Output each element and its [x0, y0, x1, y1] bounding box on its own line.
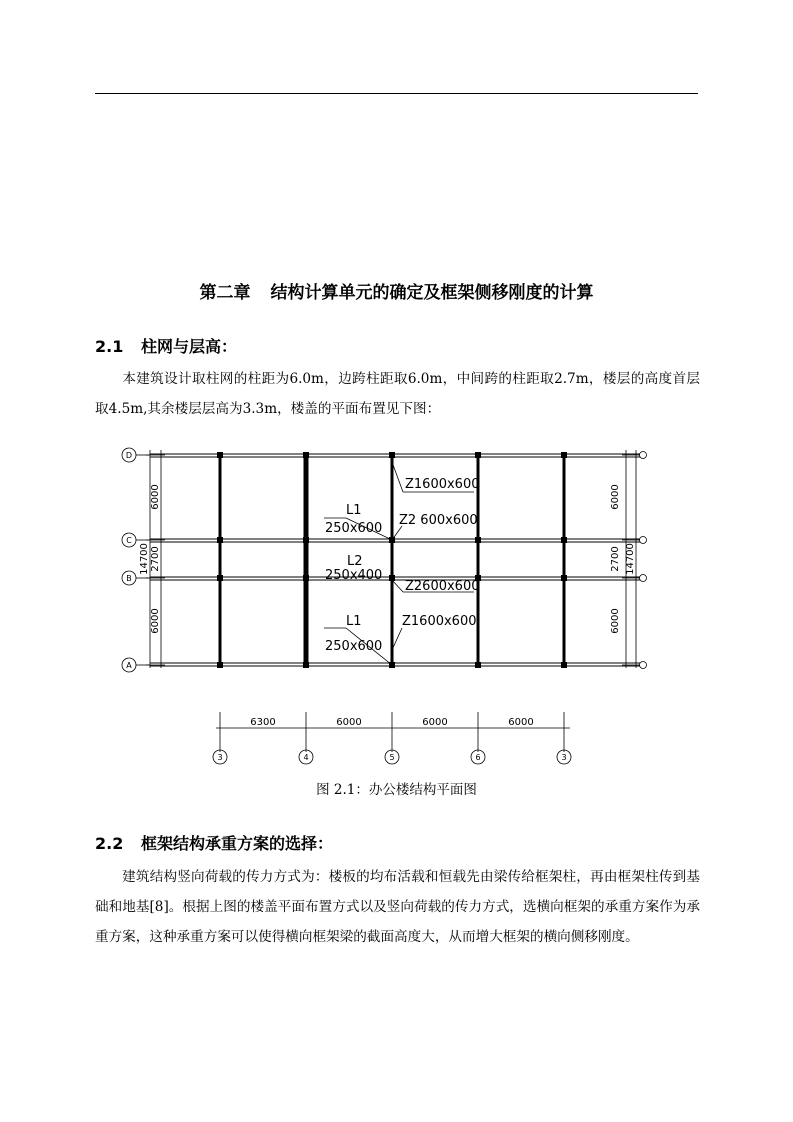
column-axis-label: 5 — [389, 753, 395, 762]
column-label-z2-bottom: Z2600x600 — [405, 579, 480, 594]
row-axis-label: C — [126, 536, 132, 545]
header-rule — [95, 93, 698, 94]
column-label-z2: Z2 600x600 — [399, 513, 478, 528]
section-number: 2.1 — [95, 337, 124, 356]
bottom-dimension: 6300 — [250, 717, 276, 728]
section-paragraph-2-1 — [95, 364, 700, 424]
right-dimension: 6000 — [610, 484, 621, 510]
column-axis-label: 4 — [303, 753, 309, 762]
structural-floor-plan — [0, 440, 793, 775]
column-label-z1-top: Z1600x600 — [405, 477, 480, 492]
beam-size-l2: 250x400 — [325, 568, 383, 583]
right-axis-bubbles — [640, 452, 647, 669]
column-label-z1-bottom: Z1600x600 — [402, 614, 477, 629]
left-dimension: 6000 — [150, 608, 161, 634]
bottom-dimension: 6000 — [422, 717, 448, 728]
row-axis-label: B — [126, 574, 132, 583]
chapter-number: 第二章 — [199, 283, 251, 303]
left-total-dimension: 14700 — [139, 543, 150, 575]
beam-label-l1-bottom: L1 — [346, 614, 362, 629]
section-heading-2-2 — [95, 831, 333, 854]
section-title: 柱网与层高： — [141, 337, 238, 356]
frame-lines — [220, 453, 564, 667]
chapter-title — [0, 278, 793, 303]
beam-label-l1-top: L1 — [346, 503, 362, 518]
bottom-dimension: 6000 — [508, 717, 534, 728]
left-axis-bubbles — [122, 448, 136, 672]
right-total-dimension: 14700 — [625, 543, 636, 575]
right-dimension: 6000 — [610, 608, 621, 634]
section-number: 2.2 — [95, 834, 124, 853]
figure-caption: 图 2.1：办公楼结构平面图 — [316, 782, 477, 798]
row-axis-label: A — [126, 661, 132, 670]
column-axis-label: 3 — [561, 753, 567, 762]
section-title: 框架结构承重方案的选择： — [141, 834, 334, 853]
beam-label-l2: L2 — [347, 554, 363, 569]
column-axis-label: 3 — [217, 753, 223, 762]
chapter-name: 结构计算单元的确定及框架侧移刚度的计算 — [270, 283, 594, 303]
paragraph-text: 本建筑设计取柱网的柱距为6.0m，边跨柱距取6.0m，中间跨的柱距取2.7m，楼层的高度首层取4.5m,其余楼层层高为3.3m，楼盖的平面布置见下图： — [95, 371, 700, 417]
beam-size-l1-bottom: 250x600 — [325, 639, 383, 654]
left-dimension: 2700 — [150, 546, 161, 572]
horizontal-beams — [150, 454, 640, 666]
column-axis-label: 6 — [475, 753, 481, 762]
paragraph-text: 建筑结构竖向荷载的传力方式为：楼板的均布活载和恒载先由梁传给框架柱，再由框架柱传到基础和地基[8]。根据上图的楼盖平面布置方式以及竖向荷载的传力方式，选横向框架的承重方案作为承重方案，这种承重方案可以使得横向框架梁的截面高度大，从而增大框架的横向侧移刚度。 — [95, 869, 700, 945]
section-paragraph-2-2 — [95, 862, 700, 952]
right-dimension: 2700 — [610, 546, 621, 572]
left-dimension: 6000 — [150, 484, 161, 510]
bottom-dimension: 6000 — [336, 717, 362, 728]
section-heading-2-1 — [95, 334, 237, 357]
beam-size-l1-top: 250x600 — [325, 521, 383, 536]
row-axis-label: D — [125, 451, 133, 460]
